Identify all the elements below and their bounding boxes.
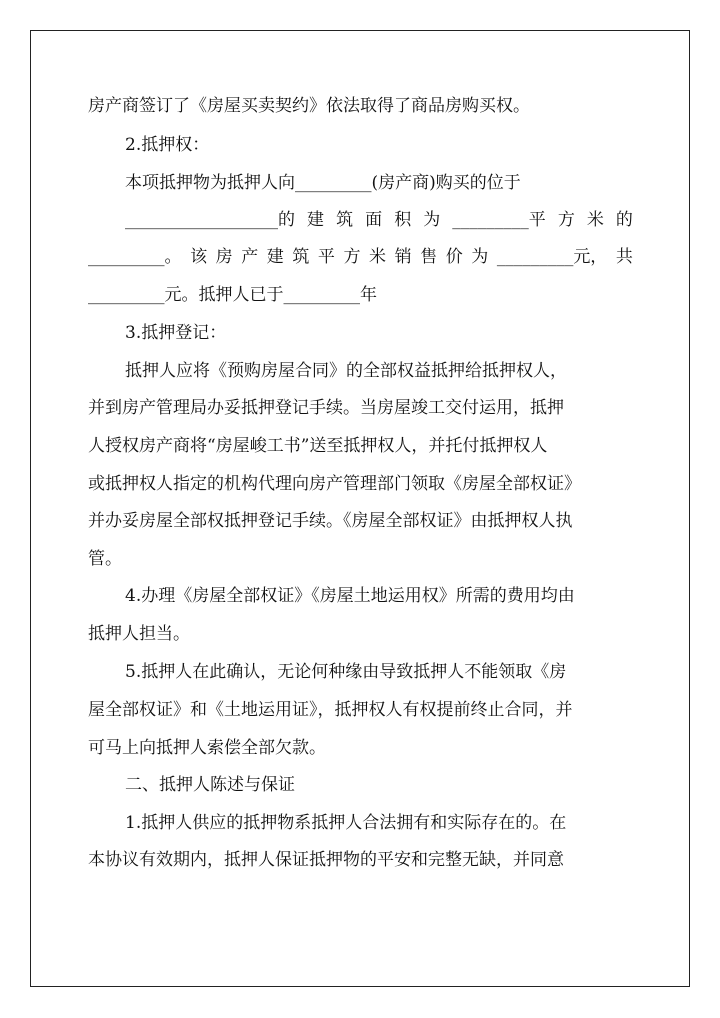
text-segment: 的 <box>615 210 633 230</box>
text-segment: 方 <box>557 210 575 230</box>
text-segment: 米 <box>586 210 604 230</box>
text-line-19: 二、抵押人陈述与保证 <box>125 775 295 795</box>
text-line-7: 3.抵押登记： <box>125 323 227 343</box>
text-segment: 面 <box>365 210 383 230</box>
text-line-13: 管。 <box>88 549 122 569</box>
text-line-6: _________元。抵押人已于_________年 <box>88 285 377 305</box>
text-segment: 积 <box>394 210 412 230</box>
text-line-17: 屋全部权证》和《土地运用证》，抵押权人有权提前终止合同，并 <box>88 700 573 720</box>
text-line-16: 5.抵押人在此确认，无论何种缘由导致抵押人不能领取《房 <box>125 662 567 682</box>
text-segment: 筑 <box>292 247 310 267</box>
text-segment: 产 <box>241 247 259 267</box>
text-segment: 售 <box>420 247 438 267</box>
text-line-10: 人授权房产商将“房屋峻工书”送至抵押权人，并托付抵押权人 <box>88 436 548 456</box>
text-segment: 为 <box>471 247 489 267</box>
text-line-11: 或抵押权人指定的机构代理向房产管理部门领取《房屋全部权证》 <box>88 474 581 494</box>
text-segment: __________________的 <box>125 210 295 230</box>
text-line-14: 4.办理《房屋全部权证》《房屋土地运用权》所需的费用均由 <box>125 586 575 606</box>
text-segment: 销 <box>394 247 412 267</box>
text-line-15: 抵押人担当。 <box>88 624 190 644</box>
text-segment: 平 <box>317 247 335 267</box>
text-segment: 共 <box>615 247 633 267</box>
text-segment: 该 <box>190 247 208 267</box>
text-line-9: 并到房产管理局办妥抵押登记手续。当房屋竣工交付运用，抵押 <box>88 398 564 418</box>
text-segment: _________。 <box>88 247 182 267</box>
text-line-20: 1.抵押人供应的抵押物系抵押人合法拥有和实际存在的。在 <box>125 813 567 833</box>
text-line-5 <box>88 249 633 266</box>
text-segment: 价 <box>445 247 463 267</box>
text-segment: _________元， <box>496 247 608 267</box>
text-segment: 建 <box>266 247 284 267</box>
text-line-2: 2.抵押权： <box>125 135 210 155</box>
text-segment: _________平 <box>452 210 546 230</box>
text-segment: 筑 <box>336 210 354 230</box>
text-segment: 房 <box>215 247 233 267</box>
text-line-8: 抵押人应将《预购房屋合同》的全部权益抵押给抵押权人， <box>125 361 567 381</box>
text-line-21: 本协议有效期内，抵押人保证抵押物的平安和完整无缺，并同意 <box>88 850 564 870</box>
text-line-18: 可马上向抵押人索偿全部欠款。 <box>88 738 326 758</box>
text-segment: 建 <box>307 210 325 230</box>
text-line-12: 并办妥房屋全部权抵押登记手续。《房屋全部权证》由抵押权人执 <box>88 511 573 531</box>
text-segment: 为 <box>423 210 441 230</box>
text-line-3: 本项抵押物为抵押人向_________(房产商)购买的位于 <box>125 173 521 193</box>
text-segment: 米 <box>369 247 386 267</box>
text-line-4 <box>125 212 633 229</box>
text-segment: 方 <box>343 247 361 267</box>
text-line-1: 房产商签订了《房屋买卖契约》依法取得了商品房购买权。 <box>88 96 530 116</box>
